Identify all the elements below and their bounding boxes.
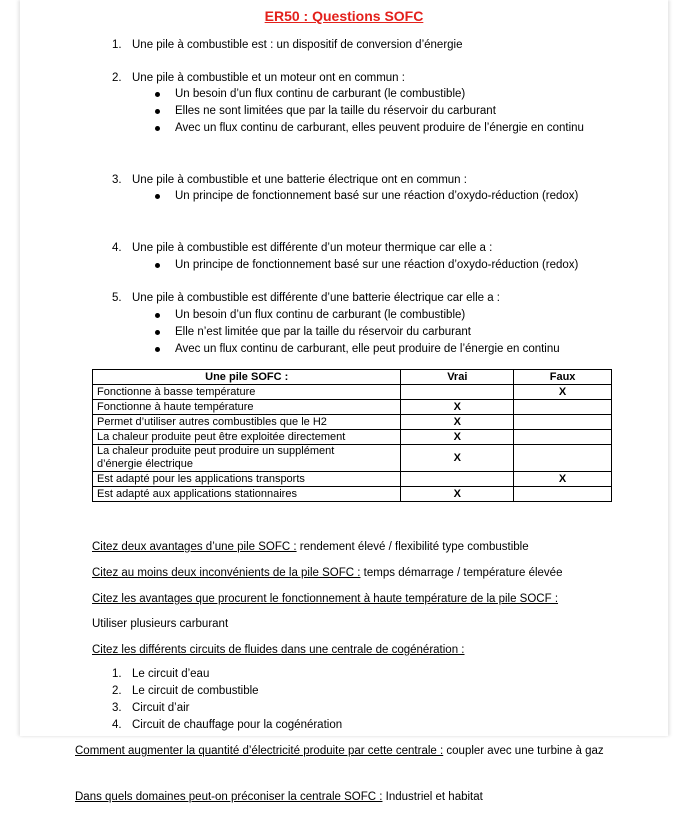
faux-mark [514, 430, 612, 445]
vrai-mark: X [401, 445, 514, 472]
question-5-bullets [155, 307, 560, 358]
question-text: Une pile à combustible est différente d’une batterie électrique car elle a : [132, 292, 501, 304]
table-row [93, 430, 612, 445]
domaines-paragraph [75, 789, 635, 806]
row-label: Fonctionne à haute température [93, 400, 401, 415]
list-item-text: Circuit d’air [132, 702, 190, 714]
list-item-number: 3. [112, 702, 122, 714]
augmenter-paragraph [75, 743, 635, 760]
list-item-text: Le circuit d’eau [132, 668, 210, 680]
list-item [112, 717, 342, 734]
faux-mark [514, 487, 612, 502]
list-item [112, 666, 342, 683]
table-row [93, 445, 612, 472]
question-number: 1. [112, 39, 122, 51]
domaines-answer: Industriel et habitat [382, 791, 483, 803]
document-title: ER50 : Questions SOFC [264, 8, 424, 24]
table-row [93, 487, 612, 502]
inconvenients-answer: temps démarrage / température élevée [360, 567, 563, 579]
circuits-list [112, 666, 342, 734]
bullet-item: Avec un flux continu de carburant, elles peuvent produire de l’énergie en continu [155, 120, 584, 137]
faux-mark [514, 400, 612, 415]
haute-temp-question [92, 592, 558, 607]
row-label: La chaleur produite peut produire un supplément d’énergie électrique [93, 445, 401, 472]
row-label: Est adapté aux applications stationnaires [93, 487, 401, 502]
question-number: 2. [112, 72, 122, 84]
faux-mark [514, 415, 612, 430]
vrai-mark [401, 472, 514, 487]
list-item-text: Circuit de chauffage pour la cogénération [132, 719, 343, 731]
question-1 [112, 38, 463, 53]
list-item-number: 4. [112, 719, 122, 731]
vrai-mark: X [401, 400, 514, 415]
question-5 [112, 291, 500, 306]
row-label: Fonctionne à basse température [93, 385, 401, 400]
bullet-item: Elles ne sont limitées que par la taille du réservoir du carburant [155, 103, 584, 120]
question-4 [112, 241, 492, 256]
sofc-true-false-table [92, 369, 612, 502]
bullet-item: Avec un flux continu de carburant, elle peut produire de l’énergie en continu [155, 341, 560, 358]
question-number: 3. [112, 174, 122, 186]
circuits-question-text: Citez les différents circuits de fluides dans une centrale de cogénération : [92, 644, 465, 656]
table-row [93, 415, 612, 430]
avantages-paragraph [92, 540, 529, 555]
avantages-answer: rendement élevé / flexibilité type combustible [296, 541, 529, 553]
table-header-row [93, 370, 612, 385]
faux-mark [514, 445, 612, 472]
table-header-faux: Faux [514, 370, 612, 385]
inconvenients-paragraph [92, 566, 562, 581]
bullet-item: Un principe de fonctionnement basé sur une réaction d’oxydo-réduction (redox) [155, 188, 578, 205]
vrai-mark [401, 385, 514, 400]
augmenter-question: Comment augmenter la quantité d’électricité produite par cette centrale : [75, 745, 444, 757]
list-item-text: Le circuit de combustible [132, 685, 259, 697]
avantages-question: Citez deux avantages d’une pile SOFC : [92, 541, 297, 553]
question-text: Une pile à combustible et une batterie électrique ont en commun : [132, 174, 467, 186]
row-label: Est adapté pour les applications transports [93, 472, 401, 487]
haute-temp-question-text: Citez les avantages que procurent le fonctionnement à haute température de la pile SOCF : [92, 593, 559, 605]
question-3-bullets [155, 188, 578, 205]
question-text: Une pile à combustible est : un dispositif de conversion d’énergie [132, 39, 463, 51]
bullet-item: Elle n’est limitée que par la taille du réservoir du carburant [155, 324, 560, 341]
table-row [93, 400, 612, 415]
question-2 [112, 71, 405, 86]
vrai-mark: X [401, 487, 514, 502]
row-label: La chaleur produite peut être exploitée directement [93, 430, 401, 445]
table-header-label: Une pile SOFC : [93, 370, 401, 385]
bullet-item: Un besoin d’un flux continu de carburant (le combustible) [155, 307, 560, 324]
circuits-question [92, 643, 464, 658]
haute-temp-answer: Utiliser plusieurs carburant [92, 618, 229, 630]
question-number: 4. [112, 242, 122, 254]
bullet-item: Un besoin d’un flux continu de carburant (le combustible) [155, 86, 584, 103]
list-item [112, 700, 342, 717]
question-4-bullets [155, 257, 578, 274]
list-item-number: 2. [112, 685, 122, 697]
faux-mark: X [514, 385, 612, 400]
table-row [93, 385, 612, 400]
row-label: Permet d’utiliser autres combustibles que le H2 [93, 415, 401, 430]
faux-mark: X [514, 472, 612, 487]
inconvenients-question: Citez au moins deux inconvénients de la pile SOFC : [92, 567, 361, 579]
list-item [112, 683, 342, 700]
bullet-item: Un principe de fonctionnement basé sur une réaction d’oxydo-réduction (redox) [155, 257, 578, 274]
question-text: Une pile à combustible et un moteur ont en commun : [132, 72, 405, 84]
augmenter-answer: coupler avec une turbine à gaz [443, 745, 604, 757]
table-row [93, 472, 612, 487]
question-2-bullets [155, 86, 584, 137]
list-item-number: 1. [112, 668, 122, 680]
question-text: Une pile à combustible est différente d’un moteur thermique car elle a : [132, 242, 493, 254]
vrai-mark: X [401, 415, 514, 430]
table-header-vrai: Vrai [401, 370, 514, 385]
domaines-question: Dans quels domaines peut-on préconiser la centrale SOFC : [75, 791, 383, 803]
question-3 [112, 173, 467, 188]
question-number: 5. [112, 292, 122, 304]
vrai-mark: X [401, 430, 514, 445]
